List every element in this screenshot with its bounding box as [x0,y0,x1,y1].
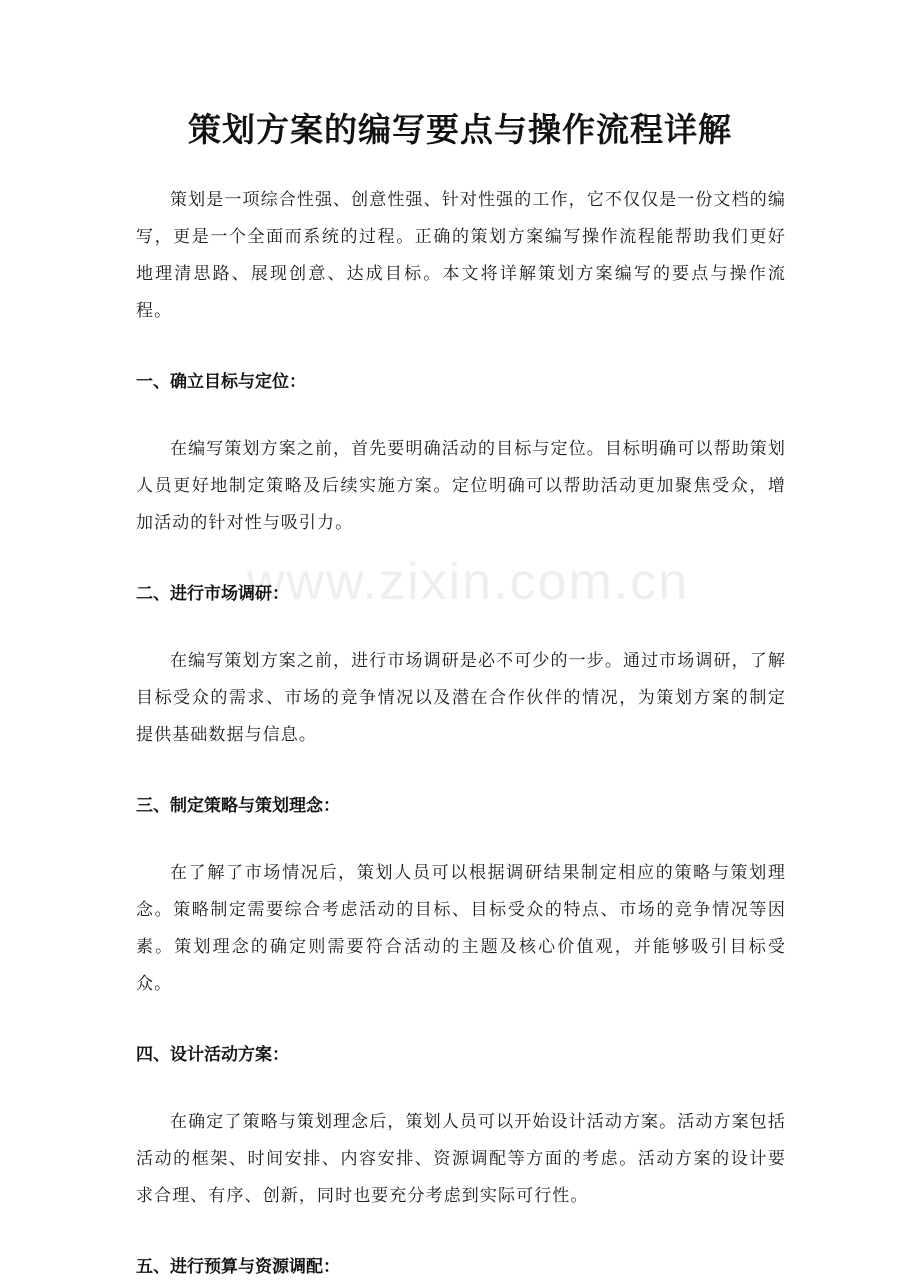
section-heading-3: 三、制定策略与策划理念： [136,796,340,816]
watermark: www.zixin.com.cn [246,553,690,611]
section-heading-5: 五、进行预算与资源调配： [136,1257,340,1277]
section-heading-1: 一、确立目标与定位： [136,372,306,392]
intro-paragraph: 策划是一项综合性强、创意性强、针对性强的工作，它不仅仅是一份文档的编写，更是一个全面而系统的过程。正确的策划方案编写操作流程能帮助我们更好地理清思路、展现创意、达成目标。本文将详解策划方案编写的要点与操作流程。 [136,190,786,321]
document-title: 策划方案的编写要点与操作流程详解 [188,110,732,149]
section-body-4: 在确定了策略与策划理念后，策划人员可以开始设计活动方案。活动方案包括活动的框架、时间安排、内容安排、资源调配等方面的考虑。活动方案的设计要求合理、有序、创新，同时也要充分考虑到实际可行性。 [136,1112,786,1206]
section-heading-2: 二、进行市场调研： [136,584,289,604]
section-heading-4: 四、设计活动方案： [136,1045,289,1065]
section-body-2: 在编写策划方案之前，进行市场调研是必不可少的一步。通过市场调研，了解目标受众的需求、市场的竞争情况以及潜在合作伙伴的情况，为策划方案的制定提供基础数据与信息。 [136,651,786,745]
section-body-1: 在编写策划方案之前，首先要明确活动的目标与定位。目标明确可以帮助策划人员更好地制定策略及后续实施方案。定位明确可以帮助活动更加聚焦受众，增加活动的针对性与吸引力。 [136,439,786,533]
document-body [136,182,786,1286]
section-body-3: 在了解了市场情况后，策划人员可以根据调研结果制定相应的策略与策划理念。策略制定需要综合考虑活动的目标、目标受众的特点、市场的竞争情况等因素。策划理念的确定则需要符合活动的主题及核心价值观，并能够吸引目标受众。 [136,863,786,994]
